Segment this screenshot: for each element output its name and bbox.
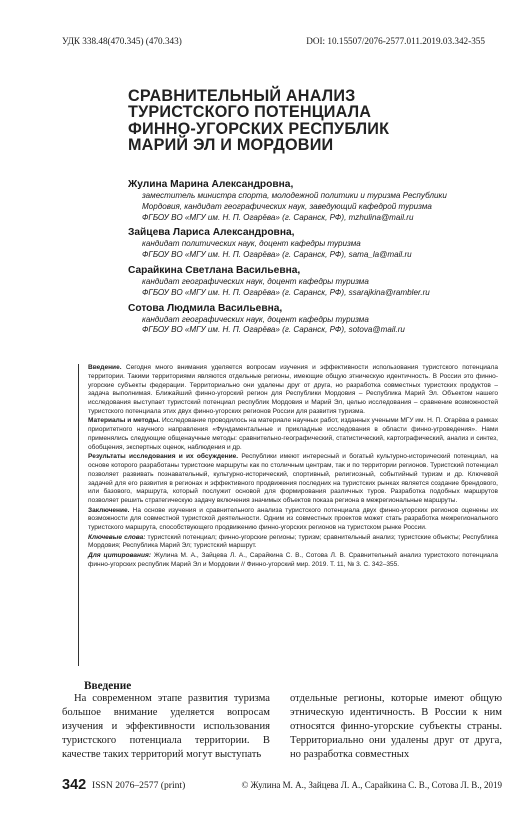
author-block — [128, 179, 508, 223]
title-line: ФИННО-УГОРСКИХ РЕСПУБЛИК — [128, 119, 390, 138]
body-column-right: отдельные регионы, которые имеют общую этническую идентичность. В России к ним относятся финно-угорские субъекты страны. Территориально они удалены друг от друга, но разработка совместных — [290, 693, 502, 761]
abstract-label: Результаты исследования и их обсуждение. — [88, 453, 239, 461]
issn: ISSN 2076–2577 (print) — [92, 780, 186, 791]
abstract-methods — [88, 417, 498, 452]
keywords-label: Ключевые слова: — [88, 533, 146, 541]
body-column-left: На современном этапе развития туризма большое внимание уделяется вопросам изучения и эффективности использования туристского потенциала территории. В качестве таких территорий могут выступать — [62, 693, 270, 761]
citation-label: Для цитирования: — [88, 551, 152, 559]
abstract-keywords — [88, 534, 498, 552]
author-name: Сотова Людмила Васильевна, — [128, 302, 283, 314]
title-line: ТУРИСТСКОГО ПОТЕНЦИАЛА — [128, 103, 372, 122]
abstract-label: Введение. — [88, 364, 122, 371]
citation-text: Жулина М. А., Зайцева Л. А., Сарайкина С. В., Сотова Л. В. Сравнительный анализ туристского потенциала финно-угорских республик Марий Эл и Мордовии // Финно-угорский мир. 2019. Т. 11, № 3. С. 342–355. — [88, 551, 498, 568]
abstract-conclusion — [88, 507, 498, 533]
author-affiliation: кандидат политических наук, доцент кафедры туризма — [142, 239, 361, 249]
section-heading: Введение — [84, 680, 132, 692]
title-line: МАРИЙ ЭЛ И МОРДОВИИ — [128, 136, 334, 155]
keywords-text: туристский потенциал; финно-угорские регионы; туризм; сравнительный анализ; туристские объекты; Республика Мордовия; Республика Марий Эл; туристский маршрут. — [88, 533, 498, 550]
abstract-text: На основе изучения и сравнительного анализа туристского потенциала двух финно-угорских регионов оценены их возможности для совместной туристской деятельности. Одним из совместных проектов может стать разработка межрегионального туристского маршрута, способствующего продвижению финно-угорских регионов на туристском рынке России. — [88, 506, 498, 532]
author-block — [128, 303, 508, 337]
author-name: Зайцева Лариса Александровна, — [128, 227, 295, 239]
article-title — [128, 88, 488, 154]
abstract-text: Исследование проводилось на материале научных работ, изданных учеными МГУ им. Н. П. Огарёва в рамках приоритетного научного направления «Фундаментальные и прикладные исследования в области финно-угроведения». Нами применялись следующие общенаучные методы: сравнительно-географический, статистический, картографический, анализ и синтез, обобщения, экспертных оценок, наблюдения и др. — [88, 417, 498, 451]
abstract-label: Заключение. — [88, 506, 130, 514]
author-affiliation: ФГБОУ ВО «МГУ им. Н. П. Огарёва» (г. Саранск, РФ), mzhulina@mail.ru — [142, 212, 414, 222]
abstract-introduction — [88, 364, 498, 417]
author-name: Сарайкина Светлана Васильевна, — [128, 264, 301, 276]
page-footer — [62, 777, 502, 796]
doi-link[interactable]: DOI: 10.15507/2076-2577.011.2019.03.342-355 — [306, 36, 485, 46]
abstract-label: Материалы и методы. — [88, 417, 161, 425]
page-number: 342 — [62, 777, 87, 793]
author-affiliation: заместитель министра спорта, молодежной политики и туризма Республики — [142, 191, 447, 200]
abstract-text: Республики имеют интересный и богатый культурно-исторический потенциал, на основе которого разработаны туристские маршруты как по столичным центрам, так и по территории регионов. Туристский потенциал позволяет развивать познавательный, культурно-исторический, спортивный, религиозный, событийный туризм и др. Ключевой задачей для его развития в регионах и эффективного продвижения последних на туристских рынках является создание брендового, или базового, маршрута, который послужит основой для формирования различных туров. Разработка подобных маршрутов позволяет решить стратегическую задачу включения значимых объектов показа региона в межрегиональные маршруты. — [88, 453, 498, 505]
abstract — [78, 364, 498, 666]
author-affiliation: кандидат географических наук, доцент кафедры туризма — [142, 276, 369, 286]
author-affiliation: Мордовия, кандидат географических наук, заведующий кафедрой туризма — [142, 201, 432, 211]
title-line: СРАВНИТЕЛЬНЫЙ АНАЛИЗ — [128, 87, 356, 105]
author-affiliation: ФГБОУ ВО «МГУ им. Н. П. Огарёва» (г. Саранск, РФ), ssarajkina@rambler.ru — [142, 287, 430, 297]
author-block — [128, 227, 508, 261]
abstract-text: Сегодня много внимания уделяется вопросам изучения и эффективности использования туристского потенциала территории. Такими территориями являются отдельные регионы, имеющие общую этническую идентичность. В России это финно-угорские субъекты федерации. Территориально они удалены друг от друга, но разработка совместных туристских продуктов – задача выполнимая. Ближайший финно-угорский регион для Республики Мордовия – Республика Марий Эл. Объектом нашего исследования выступает туристский потенциал республик Мордовия и Марий Эл, целью исследования – сравнение возможностей туристского потенциала этих двух финно-угорских регионов России для развития туризма. — [88, 364, 498, 415]
author-list — [128, 179, 508, 340]
abstract-results — [88, 453, 498, 506]
author-block — [128, 265, 508, 299]
udc-code: УДК 338.48(470.345) (470.343) — [62, 36, 182, 46]
author-name: Жулина Марина Александровна, — [128, 179, 294, 190]
author-affiliation: кандидат географических наук, доцент кафедры туризма — [142, 314, 369, 324]
author-affiliation: ФГБОУ ВО «МГУ им. Н. П. Огарёва» (г. Саранск, РФ), sama_la@mail.ru — [142, 250, 412, 260]
abstract-citation — [88, 552, 498, 570]
author-affiliation: ФГБОУ ВО «МГУ им. Н. П. Огарёва» (г. Саранск, РФ), sotova@mail.ru — [142, 325, 405, 335]
copyright-notice: © Жулина М. А., Зайцева Л. А., Сарайкина С. В., Сотова Л. В., 2019 — [241, 780, 502, 790]
